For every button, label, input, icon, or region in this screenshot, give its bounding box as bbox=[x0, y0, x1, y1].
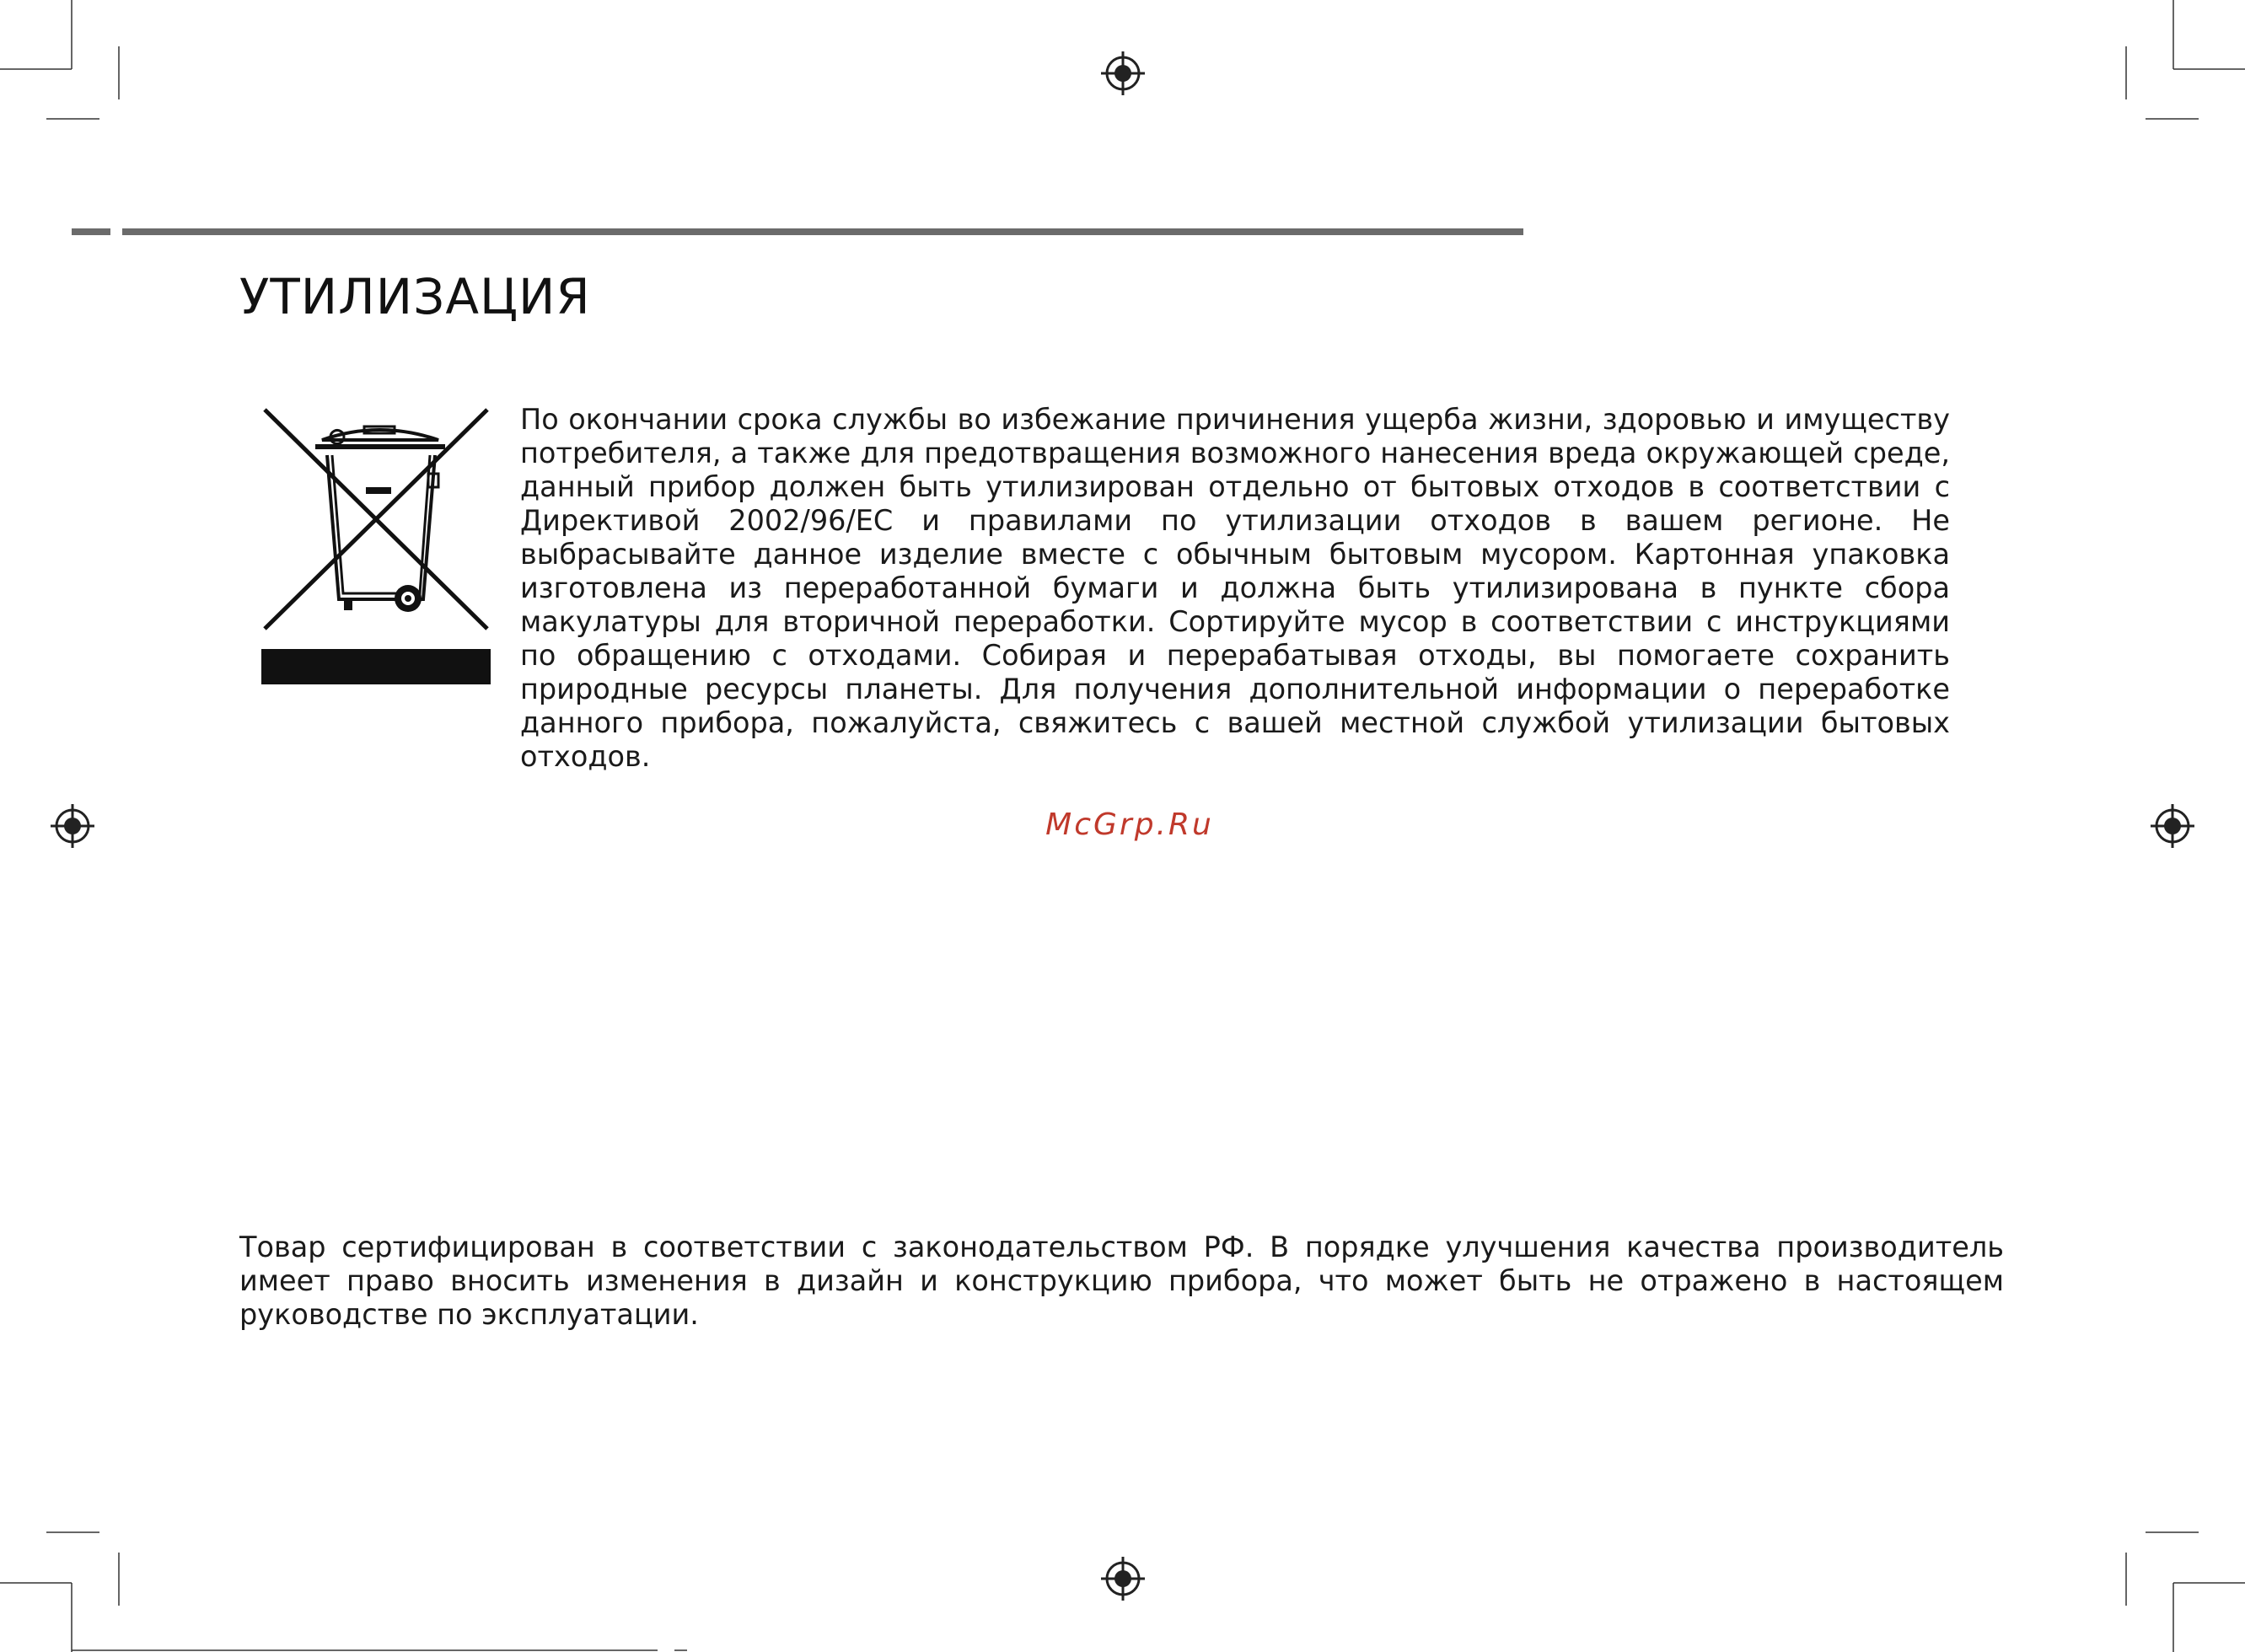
header-rule-short bbox=[72, 228, 110, 235]
certification-text: Товар сертифицирован в соответствии с законодательством РФ. В порядке улучшения качества производитель имеет право вносить изменения в дизайн и конструкцию прибора, что может быть не отражено в настоящем руководстве по эксплуатации. bbox=[239, 1231, 2004, 1331]
crossed-out-wheelie-bin-icon bbox=[261, 403, 491, 684]
header-rule-long bbox=[122, 228, 1523, 235]
registration-mark-icon bbox=[51, 804, 94, 848]
disposal-text: По окончании срока службы во избежание причинения ущерба жизни, здоровью и имуществу потребителя, а также для предотвращения возможного нанесения вреда окружающей среде, данный прибор должен быть утилизирован отдельно от бытовых отходов в соответствии с Директивой 2002/96/ЕС и правилами по утилизации отходов в вашем регионе. Не выбрасывайте данное изделие вместе с обычным бытовым мусором. Картонная упаковка изготовлена из переработанной бумаги и должна быть утилизирована в пункте сбора макулатуры для вторичной переработки. Сортируйте мусор в соответствии с инструкциями по обращению с отходами. Собирая и перерабатывая отходы, вы помогаете сохранить природные ресурсы планеты. Для получения дополнительной информации о переработке данного прибора, пожалуйста, свяжитесь с вашей местной службой утилизации бытовых отходов. bbox=[520, 403, 1950, 773]
page-title: УТИЛИЗАЦИЯ bbox=[239, 268, 591, 325]
registration-mark-icon bbox=[1101, 51, 1145, 95]
registration-mark-icon bbox=[2151, 804, 2194, 848]
registration-mark-icon bbox=[1101, 1557, 1145, 1601]
watermark: McGrp.Ru bbox=[1045, 807, 1214, 842]
